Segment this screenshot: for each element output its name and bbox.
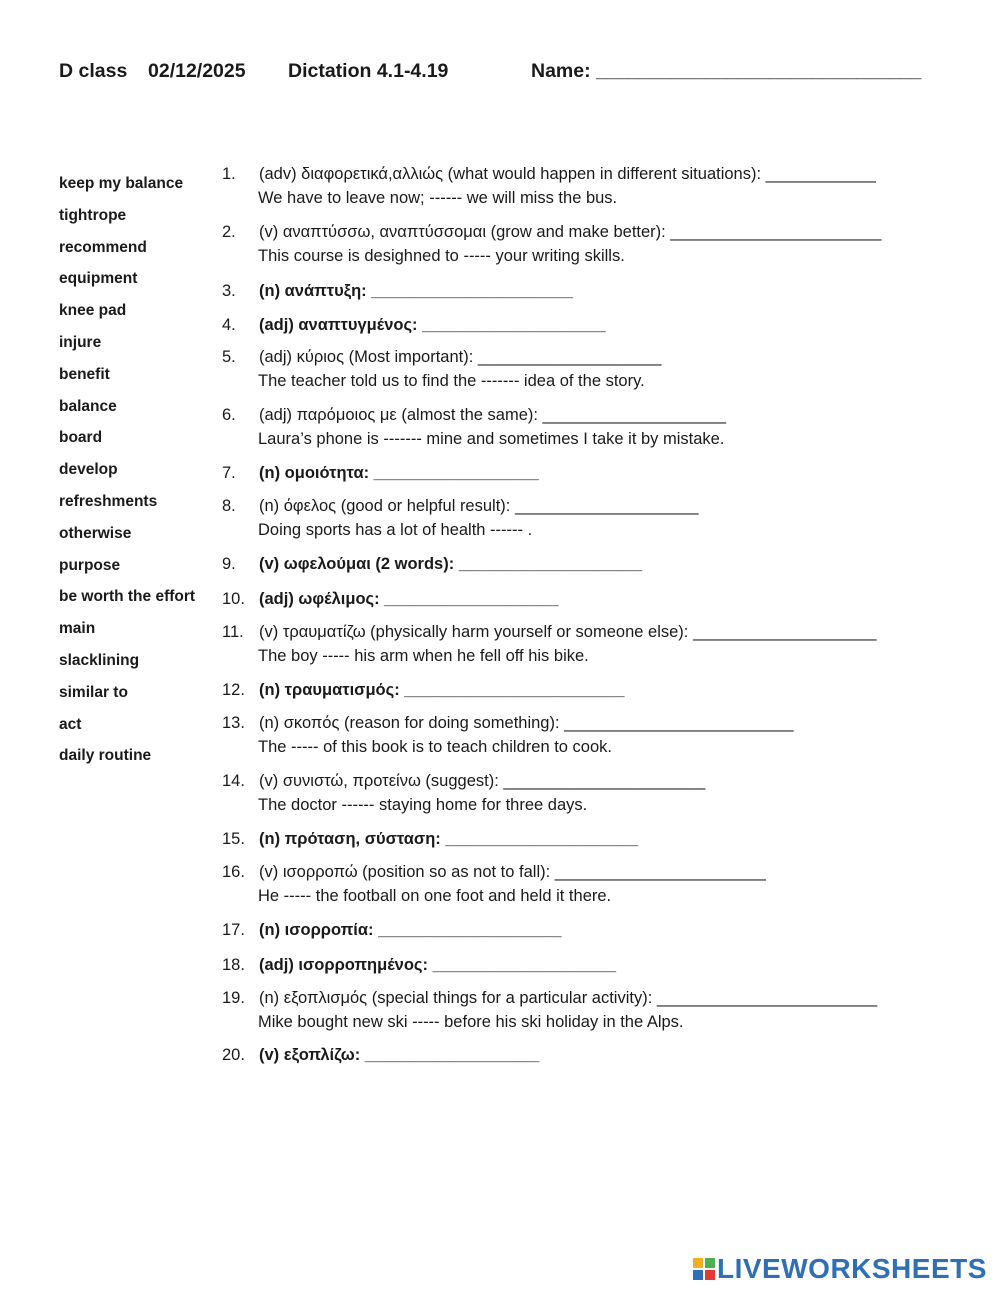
example-sentence: Doing sports has a lot of health ------ . [258,521,533,539]
word-bank-item: benefit [59,365,110,383]
example-sentence: The boy ----- his arm when he fell off his bike. [258,647,589,665]
word-bank-item: refreshments [59,493,158,510]
word-bank-item: slacklining [59,652,140,669]
question-prompt[interactable]: (v) ωφελούμαι (2 words): ____________________ [259,555,643,573]
example-sentence: The doctor ------ staying home for three days. [258,796,588,814]
example-sentence: We have to leave now; ------ we will miss the bus. [258,189,618,207]
question-number: 11. [222,623,244,641]
word-bank-item: act [59,715,82,733]
example-sentence: Laura’s phone is ------- mine and sometimes I take it by mistake. [258,430,725,448]
question-prompt[interactable]: (adj) ισορροπημένος: ____________________ [259,956,617,974]
question-prompt[interactable]: (n) ομοιότητα: __________________ [259,464,539,482]
word-bank-item: be worth the effort [59,588,196,606]
question-number: 6. [222,406,236,424]
word-bank-item: equipment [59,270,138,288]
question-prompt[interactable]: (v) ισορροπώ (position so as not to fall): _______________________ [259,863,766,881]
dictation-title: Dictation 4.1-4.19 [288,60,449,82]
liveworksheets-logo-icon [693,1258,715,1280]
question-number: 8. [222,497,236,515]
word-bank-item: injure [59,334,102,351]
question-prompt[interactable]: (n) ανάπτυξη: ______________________ [259,282,574,300]
word-bank-item: otherwise [59,524,132,542]
question-prompt[interactable]: (v) αναπτύσσω, αναπτύσσομαι (grow and make better): _______________________ [259,223,882,241]
question-number: 15. [222,830,245,848]
question-prompt[interactable]: (adj) παρόμοιος με (almost the same): ____________________ [259,406,727,424]
question-number: 14. [222,772,245,790]
question-number: 4. [222,316,236,334]
example-sentence: He ----- the football on one foot and held it there. [258,887,612,905]
question-prompt[interactable]: (n) σκοπός (reason for doing something): _________________________ [259,714,794,732]
word-bank-item: recommend [59,238,147,256]
question-number: 16. [222,863,245,881]
word-bank-item: daily routine [59,747,152,765]
question-prompt[interactable]: (n) ισορροπία: ____________________ [259,921,562,939]
class-label: D class [59,60,128,82]
word-bank-item: keep my balance [59,175,184,192]
question-number: 2. [222,223,236,241]
word-bank-item: similar to [59,683,128,701]
question-number: 10. [222,590,245,608]
question-prompt[interactable]: (v) τραυματίζω (physically harm yourself or someone else): ____________________ [259,623,877,641]
example-sentence: Mike bought new ski ----- before his ski holiday in the Alps. [258,1013,684,1031]
example-sentence: The teacher told us to find the ------- idea of the story. [258,372,645,390]
question-number: 3. [222,282,236,300]
word-bank-item: balance [59,397,117,415]
question-number: 18. [222,956,245,974]
question-number: 5. [222,348,236,366]
question-number: 20. [222,1046,245,1064]
question-prompt[interactable]: (v) εξοπλίζω: ___________________ [259,1046,540,1064]
example-sentence: This course is desighned to ----- your writing skills. [258,247,625,265]
brand-name: LIVEWORKSHEETS [717,1253,987,1284]
word-bank-item: develop [59,461,118,479]
word-bank-item: tightrope [59,206,127,224]
name-field[interactable]: Name: ______________________________ [531,60,922,82]
question-prompt[interactable]: (adj) αναπτυγμένος: ____________________ [259,316,606,334]
question-number: 19. [222,989,245,1007]
question-number: 9. [222,555,236,573]
question-prompt[interactable]: (adj) κύριος (Most important): ____________________ [259,348,662,366]
question-prompt[interactable]: (n) εξοπλισμός (special things for a particular activity): ________________________ [259,989,878,1007]
question-prompt[interactable]: (n) όφελος (good or helpful result): ____________________ [259,497,699,515]
question-number: 7. [222,464,236,482]
question-prompt[interactable]: (v) συνιστώ, προτείνω (suggest): ______________________ [259,772,706,790]
question-prompt[interactable]: (adv) διαφορετικά,αλλιώς (what would happen in different situations): ____________ [259,165,876,183]
question-number: 1. [222,165,236,183]
question-prompt[interactable]: (adj) ωφέλιμος: ___________________ [259,590,559,608]
word-bank-item: knee pad [59,302,127,320]
word-bank-item: purpose [59,556,121,574]
question-number: 12. [222,681,245,699]
word-bank-item: board [59,429,103,447]
word-bank-item: main [59,620,96,638]
question-prompt[interactable]: (n) πρόταση, σύσταση: _____________________ [259,830,639,848]
example-sentence: The ----- of this book is to teach children to cook. [258,738,612,756]
question-number: 13. [222,714,245,732]
question-number: 17. [222,921,245,939]
date-label: 02/12/2025 [148,60,246,82]
question-prompt[interactable]: (n) τραυματισμός: ________________________ [259,681,625,699]
